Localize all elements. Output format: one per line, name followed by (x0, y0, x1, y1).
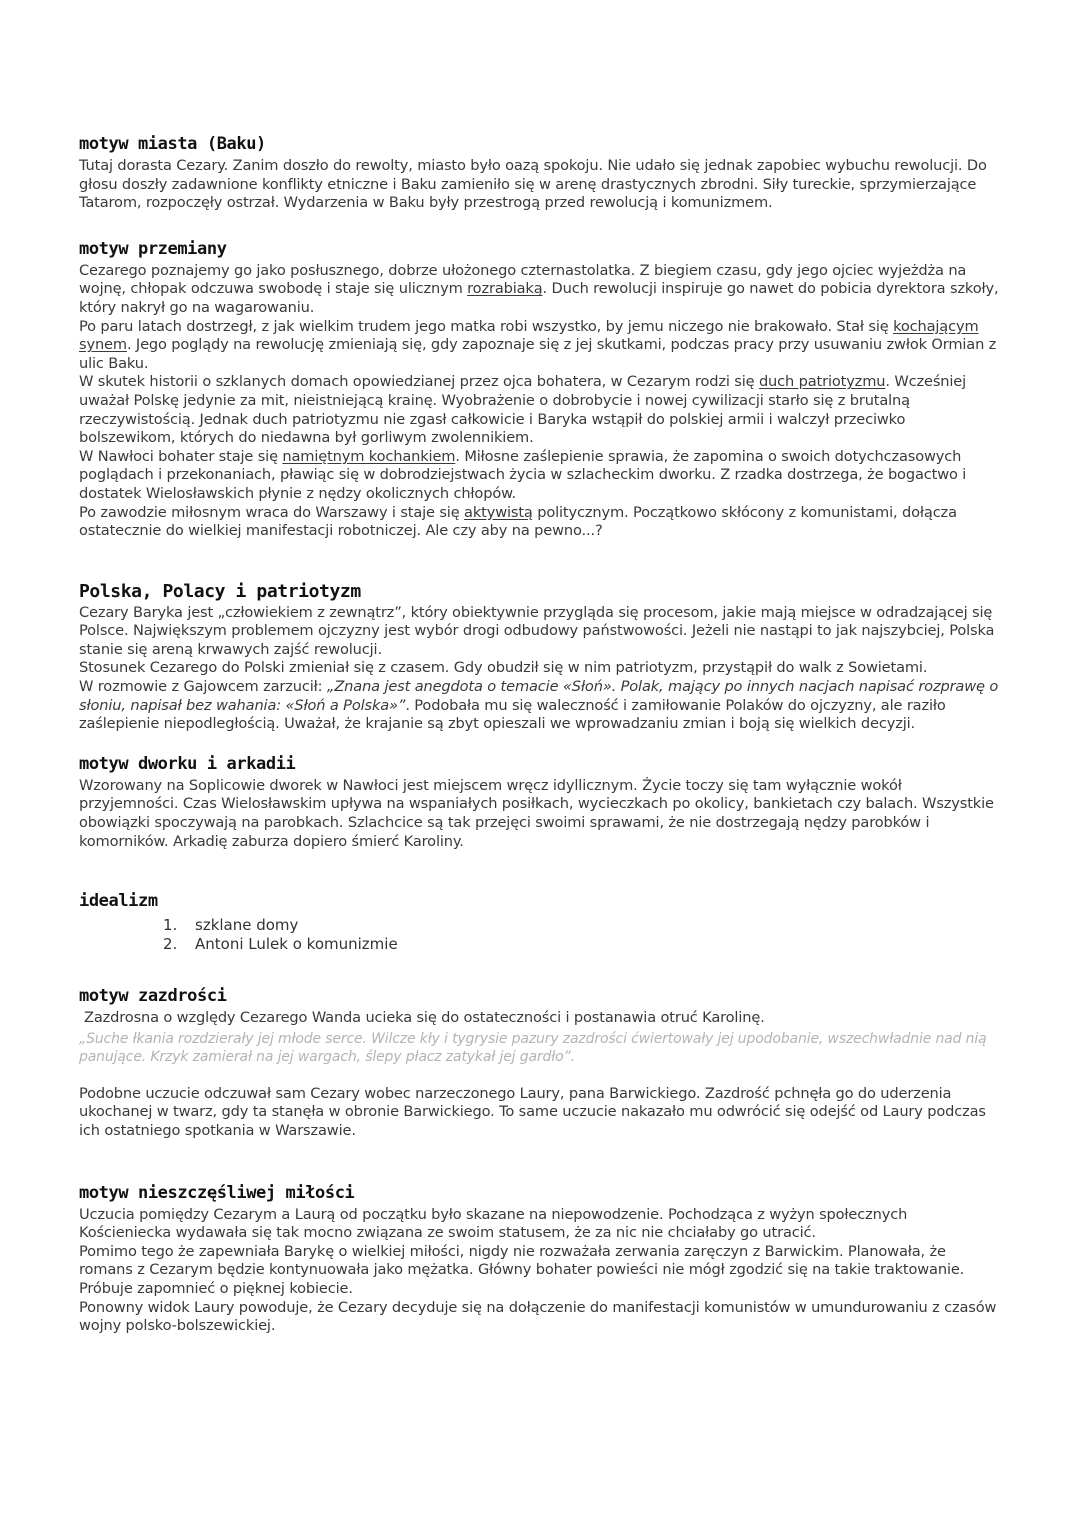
section-text: Wzorowany na Soplicowie dworek w Nawłoci jest miejscem wręcz idyllicznym. Życie toczy się tam wyłącznie wokół przyjemności. Czas Wielosławskim upływa na wspaniałych posiłkach, wycieczkach po okolicy, bankietach czy balach. Wszystkie obowiązki spoczywają na parobkach. Szlachcice są tak przejęci swoimi sprawami, że nie dostrzegają nędzy parobków i komorników. Arkadię zaburza dopiero śmierć Karoliny. (79, 776, 994, 850)
section-title: Polska, Polacy i patriotyzm (79, 580, 361, 602)
section-idealizm (79, 891, 999, 954)
section-text: Tutaj dorasta Cezary. Zanim doszło do rewolty, miasto było oazą spokoju. Nie udało się jednak zapobiec wybuchu rewolucji. Do głosu doszły zadawnione konflikty etniczne i Baku zamieniło się w arenę drastycznych zbrodni. Siły tureckie, sprzymierzające Tatarom, rozpoczęły ostrzał. Wydarzenia w Baku były przestrogą przed rewolucją i komunizmem. (79, 157, 987, 212)
list-text: Antoni Lulek o komunizmie (195, 935, 398, 954)
text-span: W skutek historii o szklanych domach opowiedzianej przez ojca bohatera, w Cezarym rodzi się (79, 373, 759, 391)
paragraph (79, 504, 999, 541)
section-zazdrosc (79, 986, 999, 1140)
paragraph (79, 373, 999, 447)
list-number: 2. (163, 935, 178, 954)
text-span: politycznym. Początkowo skłócony z komunistami, dołącza ostatecznie do wielkiej manifestacji robotniczej. Ale czy aby na pewno...? (79, 503, 957, 540)
paragraph: Stosunek Cezarego do Polski zmieniał się z czasem. Gdy obudził się w nim patriotyzm, przystąpił do walk z Sowietami. (79, 659, 928, 677)
text-span: . Podobała mu się waleczność i zamiłowanie Polaków do ojczyzny, ale raziło zaślepienie niepodległością. Uważał, że krajanie są zbyt opieszali we wprowadzaniu zmian i boją się wielkich decyzji. (79, 696, 946, 733)
quote: „Suche łkania rozdzierały jej młode serce. Wilcze kły i tygrysie pazury zazdrości ćwiertowały jej upodobanie, wszechwładnie nad nią panujące. Krzyk zamierał na jej wargach, ślepy płacz zatykał jej gardło”. (79, 1030, 987, 1065)
underlined-phrase: kochającym synem (79, 317, 979, 354)
text-span: W Nawłoci bohater staje się (79, 447, 283, 465)
underlined-phrase: aktywistą (464, 503, 533, 521)
paragraph: Uczucia pomiędzy Cezarym a Laurą od początku było skazane na niepowodzenie. Pochodząca z wyżyn społecznych Kościeniecka wydawała się tak mocno związana ze swoim statusem, że za nic nie chciałaby go utracić. (79, 1205, 908, 1242)
text-span: . Duch rewolucji inspiruje go nawet do pobicia dyrektora szkoły, który nakrył go na wagarowaniu. (79, 280, 999, 316)
idealizm-list (79, 916, 999, 954)
text-span: W rozmowie z Gajowcem zarzucił: (79, 678, 327, 696)
text-span: . Wcześniej uważał Polskę jedynie za mit, nieistniejącą krainę. Wyobrażenie o dobrobycie i nowej cywilizacji starło się z brutalną rzeczywistością. Jednak duch patriotyzmu nie zgasł całkowicie i Baryka wstąpił do polskiej armii i walczył przeciwko bolszewikom, których do niedawna był gorliwym zwolennikiem. (79, 373, 967, 447)
paragraph: Zazdrosna o względy Cezarego Wanda ucieka się do ostateczności i postanawia otruć Karolinę. (84, 1009, 765, 1027)
underlined-phrase: duch patriotyzmu (758, 373, 886, 391)
section-title: idealizm (79, 891, 158, 912)
section-title: motyw przemiany (79, 238, 227, 259)
section-milosc (79, 1183, 999, 1336)
section-title: motyw dworku i arkadii (79, 753, 296, 774)
paragraph: Pomimo tego że zapewniała Barykę o wielkiej miłości, nigdy nie rozważała zerwania zaręczyn z Barwickim. Planowała, że romans z Cezarym będzie kontynuowała jako mężatka. Główny bohater powieści nie mógł zgodzić się na takie traktowanie. Próbuje zapomnieć o pięknej kobiecie. (79, 1242, 965, 1297)
list-item (163, 935, 999, 954)
text-span: Po zawodzie miłosnym wraca do Warszawy i staje się (79, 503, 465, 521)
paragraph: Cezary Baryka jest „człowiekiem z zewnątrz”, który obiektywnie przygląda się procesom, jakie mają miejsce w odradzającej się Polsce. Największym problemem ojczyzny jest wybór drogi odbudowy państwowości. Jeżeli nie nastąpi to jak najszybciej, Polska stanie się areną krwawych zajść rewolucji. (79, 603, 995, 658)
paragraph: Podobne uczucie odczuwał sam Cezary wobec narzeczonego Laury, pana Barwickiego. Zazdrość pchnęła go do uderzenia ukochanej w twarz, gdy ta stanęła w obronie Barwickiego. To same uczucie nakazało mu odwrócić się odejść od Laury podczas ich ostatniego spotkania w Warszawie. (79, 1084, 986, 1139)
paragraph (79, 678, 999, 734)
quote: „Znana jest anegdota o temacie «Słoń». Polak, mający po innych nacjach napisać rozprawę o słoniu, napisał bez wahania: «Słoń a Polska»” (79, 678, 999, 714)
paragraph (79, 448, 999, 504)
paragraph: Ponowny widok Laury powoduje, że Cezary decyduje się na dołączenie do manifestacji komunistów w umundurowaniu z czasów wojny polsko-bolszewickiej. (79, 1298, 997, 1335)
underlined-phrase: rozrabiaką (467, 280, 543, 298)
document-page (79, 134, 999, 1336)
section-dworek (79, 754, 999, 851)
list-number: 1. (163, 916, 178, 935)
section-title: motyw zazdrości (79, 986, 227, 1007)
underlined-phrase: namiętnym kochankiem (282, 447, 456, 465)
text-span: Cezarego poznajemy go jako posłusznego, dobrze ułożonego czternastolatka. Z biegiem czasu, gdy jego ojciec wyjeżdża na wojnę, chłopak odczuwa swobodę i staje się ulicznym (79, 261, 967, 298)
list-item (163, 916, 999, 935)
list-text: szklane domy (195, 916, 299, 935)
section-title: motyw nieszczęśliwej miłości (79, 1182, 355, 1203)
text-span: . Jego poglądy na rewolucję zmieniają się, gdy zapoznaje się z jej skutkami, podczas pracy przy usuwaniu zwłok Ormian z ulic Baku. (79, 336, 997, 372)
section-polska (79, 581, 999, 734)
paragraph (79, 262, 999, 318)
section-baku (79, 134, 999, 213)
paragraph (79, 318, 999, 374)
text-span: Po paru latach dostrzegł, z jak wielkim trudem jego matka robi wszystko, by jemu niczego nie brakowało. Stał się (79, 317, 894, 335)
section-title: motyw miasta (Baku) (79, 134, 266, 154)
section-przemiana (79, 239, 999, 541)
text-span: . Miłosne zaślepienie sprawia, że zapomina o swoich dotychczasowych poglądach i przekonaniach, pławiąc się w dobrodziejstwach życia w szlacheckim dworku. Z rzadka dostrzega, że bogactwo i dostatek Wielosławskich płynie z nędzy okolicznych chłopów. (79, 447, 967, 502)
